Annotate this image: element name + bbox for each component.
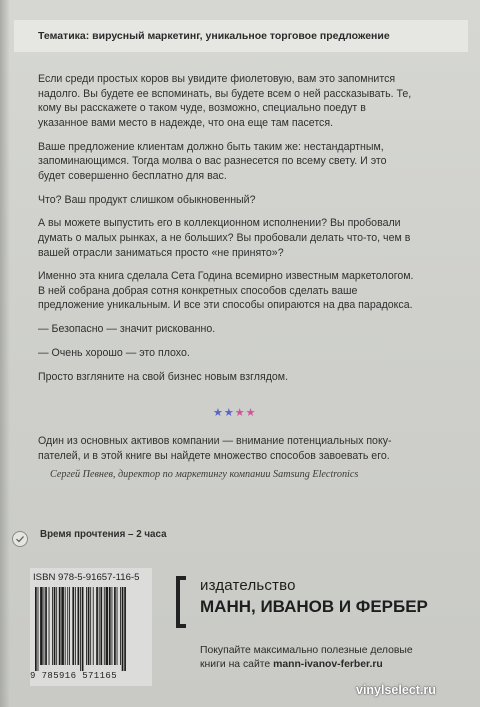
barcode-bar <box>56 587 57 665</box>
website-note-text: Покупайте максимально полезные деловые книги на сайте <box>200 645 413 670</box>
barcode-bar <box>52 587 53 665</box>
barcode-bar <box>88 587 90 665</box>
barcode-bar <box>112 587 113 665</box>
barcode-bar <box>93 587 94 665</box>
barcode-bar <box>100 587 102 665</box>
barcode-bar <box>80 587 81 671</box>
barcode-bar <box>104 587 105 665</box>
spine-shadow <box>0 0 10 707</box>
barcode-bar <box>78 587 80 665</box>
website-note <box>200 644 430 671</box>
barcode-bar <box>59 587 61 665</box>
barcode-bar <box>120 587 121 665</box>
barcode-digits: 9 785916 571165 <box>30 671 118 681</box>
paragraph-2: Ваше предложение клиентам должно быть таким же: нестандартным, запоминающимся. Тогда молва о вас разнесется по всему свету. И это будет совершенно бесплатно для вас. <box>38 140 387 182</box>
barcode-bar <box>69 587 70 665</box>
reading-time: Время прочтения – 2 часа <box>40 529 167 540</box>
publisher-bracket <box>176 576 186 628</box>
barcode-bar <box>99 587 100 665</box>
barcode-bar <box>38 587 39 671</box>
watermark: vinylselect.ru <box>356 683 436 697</box>
barcode-bar <box>40 587 43 665</box>
barcode-bar <box>106 587 109 665</box>
star-blue-icon: ★★ <box>213 407 235 419</box>
publisher-name: МАНН, ИВАНОВ И ФЕРБЕР <box>200 597 428 616</box>
isbn-label: ISBN 978-5-91657-116-5 <box>33 572 140 583</box>
barcode-bar <box>86 587 87 665</box>
barcode-bar <box>44 587 45 665</box>
website-link[interactable]: mann-ivanov-ferber.ru <box>273 658 383 670</box>
publisher-label: издательство <box>200 577 296 594</box>
paragraph-5: Именно эта книга сделала Сета Година всемирно известным маркетологом. В ней собрана добрая сотня конкретных способов сделать ваше предложение уникальным. И все эти способы опираются на два парадокса. <box>38 270 414 312</box>
paragraph-1: Если среди простых коров вы увидите фиолетовую, вам это запомнится надолго. Вы будете ее вспоминать, вы будете всем о ней рассказывать. Те, кому вы расскажете о таком чуде, возможно, специально поедут в указанное вами место в надежде, что она еще там пасется. <box>38 73 412 129</box>
barcode-bar <box>67 587 68 665</box>
star-divider <box>213 406 256 419</box>
barcode-bar <box>124 587 126 671</box>
barcode-bar <box>49 587 50 665</box>
barcode-bar <box>45 587 47 665</box>
paradox-1: — Безопасно — значит рискованно. <box>38 323 216 336</box>
barcode-bar <box>122 587 124 671</box>
paragraph-4: А вы можете выпустить его в коллекционном исполнении? Вы пробовали думать о малых рынках, а не больших? Вы пробовали делать что-то, чем в вашей отрасли заниматься просто «не принято»? <box>38 217 411 259</box>
barcode-bar <box>72 587 74 665</box>
barcode-bar <box>75 587 76 665</box>
barcode-bar <box>90 587 91 665</box>
testimonial-attribution: Сергей Певнев, директор по маркетингу компании Samsung Electronics <box>50 469 359 480</box>
barcode-bar <box>35 587 37 671</box>
barcode-bar <box>82 587 84 671</box>
barcode-bar <box>109 587 111 665</box>
barcode-bar <box>96 587 98 665</box>
testimonial-quote: Один из основных активов компании — внимание потенциальных покупателей, и в этой книге вы найдете множество способов завоевать его. <box>38 435 392 462</box>
barcode-bar <box>114 587 116 665</box>
description <box>38 72 414 394</box>
barcode-bar <box>65 587 66 665</box>
closing-line: Просто взгляните на свой бизнес новым взглядом. <box>38 370 289 383</box>
barcode-icon <box>33 587 149 671</box>
barcode-bar <box>61 587 64 665</box>
clock-icon <box>11 530 29 548</box>
paragraph-3: Что? Ваш продукт слишком обыкновенный? <box>38 193 256 206</box>
barcode-bar <box>117 587 118 665</box>
paradox-2: — Очень хорошо — это плохо. <box>38 347 190 360</box>
topic-line: Тематика: вирусный маркетинг, уникальное торговое предложение <box>38 30 390 42</box>
star-pink-icon: ★★ <box>234 407 257 419</box>
barcode-bar <box>54 587 56 665</box>
